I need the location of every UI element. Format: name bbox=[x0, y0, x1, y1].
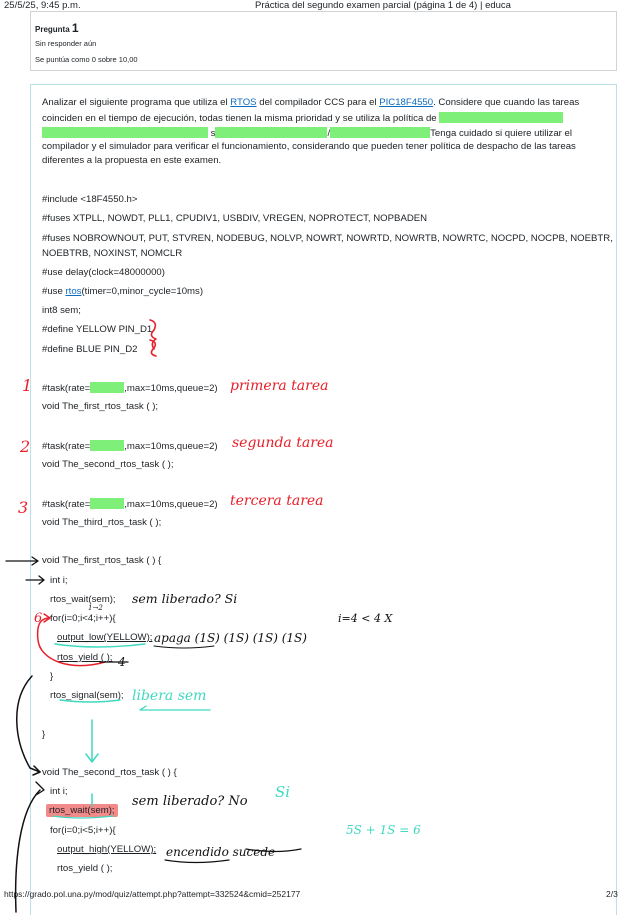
code-line: #use rtos(timer=0,minor_cycle=10ms) bbox=[42, 286, 204, 297]
annotation-note: 1→2 bbox=[88, 604, 103, 612]
task1-decl: #task(rate= ,max=10ms,queue=2) bbox=[42, 383, 218, 394]
annotation-note: libera sem bbox=[132, 688, 207, 704]
intro-line-1: Analizar el siguiente programa que utiliza el RTOS del compilador CCS para el PIC18F4550. Considere que cuando las tareas bbox=[42, 97, 580, 108]
code-line: #include <18F4550.h> bbox=[42, 194, 138, 205]
code-line: #define BLUE PIN_D2 bbox=[42, 344, 138, 355]
code-line: void The_second_rtos_task ( ); bbox=[42, 459, 174, 470]
code-line: #fuses NOBROWNOUT, PUT, STVREN, NODEBUG, NOLVP, NOWRT, NOWRTD, NOWRTB, NOWRTC, NOCPD, NOCPB, NOEBTR, bbox=[42, 233, 613, 244]
print-url: https://grado.pol.una.py/mod/quiz/attempt.php?attempt=332524&cmid=252177 bbox=[4, 889, 301, 899]
code-line: int8 sem; bbox=[42, 305, 81, 316]
code-line: output_high(YELLOW); bbox=[57, 844, 157, 855]
redacted-highlight bbox=[439, 112, 563, 123]
code-line: } bbox=[50, 671, 54, 682]
intro-line-3: s / Tenga cuidado si quiere utilizar el bbox=[42, 127, 572, 140]
annotation-number: 2 bbox=[20, 437, 31, 456]
question-number: Pregunta 1 bbox=[35, 21, 79, 35]
code-line: void The_first_rtos_task ( ) { bbox=[42, 555, 162, 566]
annotation-note: sem liberado? Si bbox=[132, 591, 238, 606]
annotation-note: i=4 < 4 X bbox=[338, 612, 393, 625]
code-line: int i; bbox=[50, 786, 68, 797]
redacted-highlight bbox=[90, 498, 124, 509]
code-line: void The_first_rtos_task ( ); bbox=[42, 401, 159, 412]
annotation-note: 5S + 1S = 6 bbox=[346, 823, 421, 837]
code-line: for(i=0;i<5;i++){ bbox=[50, 825, 116, 836]
code-line: rtos_signal(sem); bbox=[50, 690, 124, 701]
intro-line-2: coinciden en el tiempo de ejecución, todas tienen la misma prioridad y se utiliza la política de bbox=[42, 112, 563, 125]
rtos-link[interactable]: RTOS bbox=[230, 97, 257, 108]
task2-decl: #task(rate= ,max=10ms,queue=2) bbox=[42, 441, 218, 452]
redacted-highlight bbox=[215, 127, 327, 138]
code-line: for(i=0;i<4;i++){ bbox=[50, 613, 116, 624]
annotation-number: 1 bbox=[22, 376, 33, 395]
redacted-highlight bbox=[90, 440, 124, 451]
intro-line-5: diferentes a la propuesta en este examen. bbox=[42, 155, 222, 166]
question-info-panel bbox=[30, 11, 617, 71]
annotation-task2: segunda tarea bbox=[232, 435, 334, 451]
code-line: } bbox=[42, 729, 46, 740]
question-status: Sin responder aún bbox=[35, 39, 97, 48]
code-line: rtos_wait(sem); bbox=[50, 594, 116, 605]
annotation-task1: primera tarea bbox=[230, 378, 329, 394]
code-line: #use delay(clock=48000000) bbox=[42, 267, 165, 278]
print-datetime: 25/5/25, 9:45 p.m. bbox=[4, 0, 81, 11]
pic-link[interactable]: PIC18F4550 bbox=[379, 97, 434, 108]
code-line: NOEBTRB, NOXINST, NOMCLR bbox=[42, 248, 183, 259]
rtos-link[interactable]: rtos bbox=[65, 286, 82, 297]
annotation-note: encendido sucede bbox=[166, 845, 276, 859]
code-line: void The_second_rtos_task ( ) { bbox=[42, 767, 177, 778]
annotation-number: 3 bbox=[18, 498, 29, 517]
print-page-number: 2/3 bbox=[606, 889, 618, 899]
redacted-highlight bbox=[90, 382, 124, 393]
annotation-note: 4 bbox=[118, 655, 126, 669]
code-line: rtos_yield ( ); bbox=[57, 652, 113, 663]
code-line: #fuses XTPLL, NOWDT, PLL1, CPUDIV1, USBDIV, VREGEN, NOPROTECT, NOPBADEN bbox=[42, 213, 428, 224]
highlighted-wait: rtos_wait(sem); bbox=[46, 804, 118, 817]
redacted-highlight bbox=[42, 127, 208, 138]
print-title: Práctica del segundo examen parcial (página 1 de 4) | educa bbox=[255, 0, 511, 11]
annotation-note: sem liberado? No bbox=[132, 794, 248, 809]
task3-decl: #task(rate= ,max=10ms,queue=2) bbox=[42, 499, 218, 510]
code-line: #define YELLOW PIN_D1 bbox=[42, 324, 153, 335]
annotation-note: Si bbox=[275, 783, 291, 801]
annotation-task3: tercera tarea bbox=[230, 493, 324, 509]
code-line: void The_third_rtos_task ( ); bbox=[42, 517, 162, 528]
intro-line-4: compilador y el simulador para verificar el funcionamiento, considerando que pueden tener política de despacho de las tareas bbox=[42, 141, 576, 152]
question-grade: Se puntúa como 0 sobre 10,00 bbox=[35, 55, 138, 64]
code-line: int i; bbox=[50, 575, 68, 586]
code-line: output_low(YELLOW); bbox=[57, 632, 153, 643]
code-line bbox=[46, 805, 118, 817]
annotation-note: apaga (1S) (1S) (1S) (1S) bbox=[154, 631, 307, 645]
redacted-highlight bbox=[330, 127, 430, 138]
code-line: rtos_yield ( ); bbox=[57, 863, 113, 874]
annotation-note: 6 bbox=[34, 611, 43, 626]
